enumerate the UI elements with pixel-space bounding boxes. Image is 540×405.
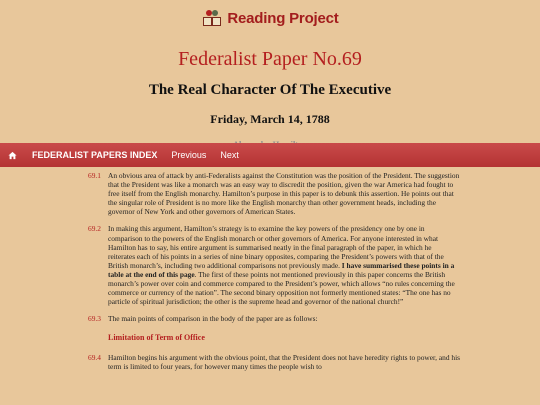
paragraph xyxy=(88,171,460,216)
publication-date: Friday, March 14, 1788 xyxy=(210,112,330,126)
paragraph xyxy=(88,353,460,371)
nav-bar xyxy=(0,143,540,167)
paragraph-text: The main points of comparison in the body of the paper are as follows: xyxy=(108,314,318,324)
book-icon xyxy=(201,8,223,28)
paragraph-number: 69.1 xyxy=(88,171,101,180)
paragraph-number: 69.3 xyxy=(88,314,101,324)
home-button[interactable] xyxy=(2,151,22,160)
section-heading: Limitation of Term of Office xyxy=(108,333,205,343)
paragraph-text: An obvious area of attack by anti-Federalists against the Constitution was the position of the President. The suggestion that the President was like a monarch was an easy way to discredit the position, given the war America had fought to free itself from the English monarchy. Hamilton’s purpose in this paper is to debunk this assertion. He points out that the singular role of President is no more like the English monarchy than other government heads, including the governor of New York and other governors of American States. xyxy=(108,171,460,217)
page-title: Federalist Paper No.69 xyxy=(178,48,362,70)
paragraph xyxy=(88,314,460,323)
paragraph-number: 69.4 xyxy=(88,352,101,362)
next-link[interactable]: Next xyxy=(220,150,239,160)
site-logo[interactable] xyxy=(0,0,540,30)
paragraph-text xyxy=(108,224,460,306)
paragraph-text-part: In making this argument, Hamilton’s strategy is to examine the key powers of the presidency one by one in comparison to the powers of the English monarch or other governors of America. For anyone interested in what Hamilton has to say, his entire argument is summarised neatly in the final paragraph of the paper, in which he reiterates each of his points in a series of nine binary opposites, comparing the President’s powers with that of the British monarch’s, including two additional comparisons not previously made. xyxy=(108,224,444,270)
paragraph-text: Hamilton begins his argument with the obvious point, that the President does not have heredity rights to power, and his term is limited to four years, for however many times the people wish to xyxy=(108,352,461,371)
paragraph-text-part: . The first of these points not mentioned previously in this paper concerns the British monarch’s power over coin and commerce compared to the President’s power, which allows “no rules concerning the commerce or currency of the nation”. The second binary opposition not formerly mentioned states: “The one has no particle of spiritual jurisdiction; the other is the supreme head and governor of the national church!” xyxy=(108,269,455,307)
page-header xyxy=(0,0,540,149)
paragraph-number: 69.2 xyxy=(88,224,101,234)
paragraph xyxy=(88,224,460,306)
home-icon xyxy=(8,151,17,160)
federalist-index-link[interactable]: FEDERALIST PAPERS INDEX xyxy=(32,150,158,160)
logo-text: Reading Project xyxy=(227,9,339,27)
paragraph-text-bold: I have summarised these points in a table at the end of this page xyxy=(108,260,455,279)
page-subtitle: The Real Character Of The Executive xyxy=(148,82,392,98)
article-body xyxy=(88,171,460,379)
previous-link[interactable]: Previous xyxy=(171,150,207,160)
